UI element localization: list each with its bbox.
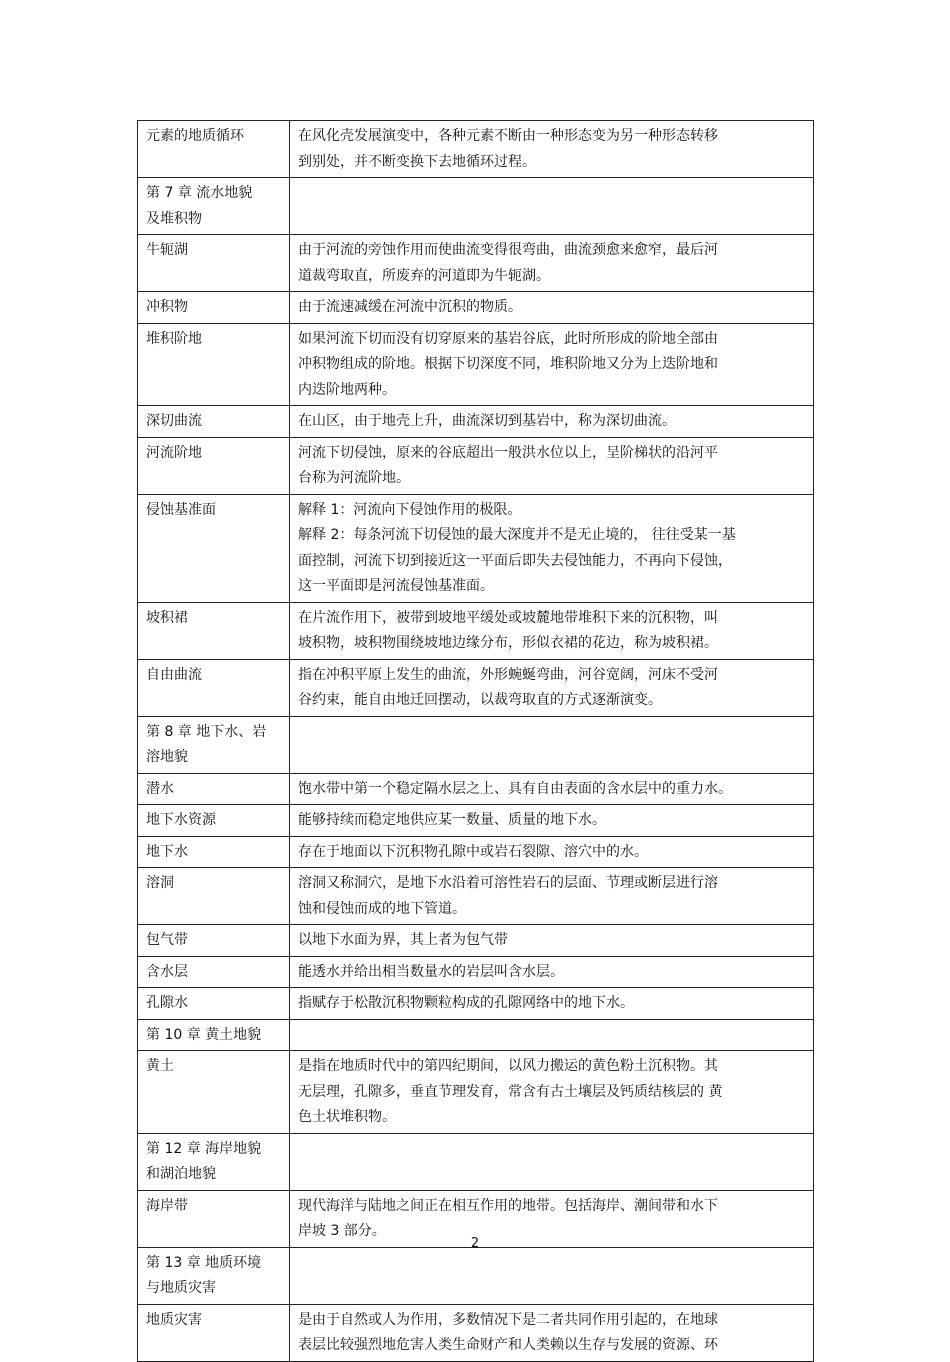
definition-text: 这一平面即是河流侵蚀基准面。 xyxy=(298,578,494,594)
table-row xyxy=(138,925,814,957)
table-row xyxy=(138,437,814,494)
term-cell xyxy=(138,121,290,178)
definition-text: 在山区，由于地壳上升，曲流深切到基岩中，称为深切曲流。 xyxy=(298,413,676,429)
term-text: 黄土 xyxy=(146,1058,174,1074)
definition-text: 内迭阶地两种。 xyxy=(298,381,396,398)
term-text: 潜水 xyxy=(146,780,174,797)
definition-cell xyxy=(290,1051,814,1134)
term-cell xyxy=(138,659,290,716)
term-text: 冲积物 xyxy=(146,299,188,315)
term-cell xyxy=(138,988,290,1020)
term-text: 孔隙水 xyxy=(146,995,188,1011)
term-text: 及堆积物 xyxy=(146,210,202,227)
definition-text: 由于流速减缓在河流中沉积的物质。 xyxy=(298,299,522,315)
table-row xyxy=(138,836,814,868)
term-text: 地质灾害 xyxy=(146,1311,202,1328)
term-text: 自由曲流 xyxy=(146,666,202,683)
term-text: 和湖泊地貌 xyxy=(146,1166,216,1182)
definition-text: 解释 2：每条河流下切侵蚀的最大深度并不是无止境的， 往往受某一基 xyxy=(298,527,736,543)
term-cell xyxy=(138,292,290,324)
term-cell xyxy=(138,805,290,837)
definition-text: 是指在地质时代中的第四纪期间，以风力搬运的黄色粉土沉积物。其 xyxy=(298,1058,718,1074)
definition-cell xyxy=(290,925,814,957)
term-text: 坡积裙 xyxy=(146,609,188,626)
term-text: 溶洞 xyxy=(146,875,174,891)
table-row xyxy=(138,805,814,837)
term-text: 牛轭湖 xyxy=(146,242,188,258)
definition-text: 现代海洋与陆地之间正在相互作用的地带。包括海岸、潮间带和水下 xyxy=(298,1197,718,1214)
definition-text: 到别处，并不断变换下去地循环过程。 xyxy=(298,153,536,170)
term-text: 第 10 章 黄土地貌 xyxy=(146,1026,262,1043)
term-text: 与地质灾害 xyxy=(146,1280,216,1296)
term-text: 溶地貌 xyxy=(146,749,188,765)
definition-cell xyxy=(290,292,814,324)
table-row xyxy=(138,1133,814,1190)
table-row xyxy=(138,494,814,602)
definition-text: 河流下切侵蚀，原来的谷底超出一般洪水位以上，呈阶梯状的沿河平 xyxy=(298,444,718,461)
term-text: 第 7 章 流水地貌 xyxy=(146,185,253,201)
term-cell xyxy=(138,1019,290,1051)
table-row xyxy=(138,988,814,1020)
term-cell xyxy=(138,437,290,494)
definition-text: 无层理，孔隙多，垂直节理发育，常含有古土壤层及钙质结核层的 黄 xyxy=(298,1083,723,1100)
term-text: 包气带 xyxy=(146,932,188,948)
definition-cell xyxy=(290,602,814,659)
definition-text: 在片流作用下，被带到坡地平缓处或坡麓地带堆积下来的沉积物，叫 xyxy=(298,609,718,626)
glossary-body xyxy=(138,121,814,1362)
term-cell xyxy=(138,178,290,235)
definition-text: 饱水带中第一个稳定隔水层之上、具有自由表面的含水层中的重力水。 xyxy=(298,780,732,797)
term-cell xyxy=(138,406,290,438)
definition-text: 岸坡 3 部分。 xyxy=(298,1223,386,1239)
term-text: 河流阶地 xyxy=(146,444,202,461)
definition-cell xyxy=(290,1133,814,1190)
table-row xyxy=(138,868,814,925)
term-cell xyxy=(138,323,290,406)
table-row xyxy=(138,1051,814,1134)
definition-cell xyxy=(290,836,814,868)
table-row xyxy=(138,178,814,235)
term-text: 地下水资源 xyxy=(146,812,216,828)
definition-text: 能够持续而稳定地供应某一数量、质量的地下水。 xyxy=(298,812,606,828)
definition-text: 指赋存于松散沉积物颗粒构成的孔隙网络中的地下水。 xyxy=(298,995,634,1011)
term-text: 地下水 xyxy=(146,843,188,860)
definition-cell xyxy=(290,716,814,773)
term-cell xyxy=(138,1247,290,1304)
page-number: 2 xyxy=(470,1236,480,1251)
term-cell xyxy=(138,773,290,805)
term-text: 第 12 章 海岸地貌 xyxy=(146,1140,262,1157)
definition-cell xyxy=(290,406,814,438)
term-text: 深切曲流 xyxy=(146,413,202,429)
definition-cell xyxy=(290,437,814,494)
definition-text: 坡积物，坡积物围绕坡地边缘分布，形似衣裙的花边，称为坡积裙。 xyxy=(298,635,718,651)
definition-cell xyxy=(290,956,814,988)
definition-cell xyxy=(290,659,814,716)
term-text: 海岸带 xyxy=(146,1197,188,1214)
table-row xyxy=(138,602,814,659)
definition-text: 谷约束，能自由地迁回摆动，以裁弯取直的方式逐渐演变。 xyxy=(298,692,662,708)
term-cell xyxy=(138,602,290,659)
definition-text: 溶洞又称洞穴，是地下水沿着可溶性岩石的层面、节理或断层进行溶 xyxy=(298,875,718,891)
term-text: 元素的地质循环 xyxy=(146,128,244,144)
term-cell xyxy=(138,716,290,773)
term-cell xyxy=(138,836,290,868)
definition-cell xyxy=(290,1304,814,1361)
term-cell xyxy=(138,494,290,602)
term-cell xyxy=(138,925,290,957)
table-row xyxy=(138,773,814,805)
definition-text: 面控制，河流下切到接近这一平面后即失去侵蚀能力，不再向下侵蚀， xyxy=(298,552,732,569)
term-cell xyxy=(138,1133,290,1190)
table-row xyxy=(138,323,814,406)
definition-text: 如果河流下切而没有切穿原来的基岩谷底，此时所形成的阶地全部由 xyxy=(298,330,718,347)
definition-text: 是由于自然或人为作用，多数情况下是二者共同作用引起的，在地球 xyxy=(298,1311,718,1328)
term-text: 第 13 章 地质环境 xyxy=(146,1254,262,1271)
table-row xyxy=(138,292,814,324)
definition-cell xyxy=(290,805,814,837)
definition-text: 蚀和侵蚀而成的地下管道。 xyxy=(298,900,466,917)
definition-text: 以地下水面为界，其上者为包气带 xyxy=(298,932,508,948)
definition-text: 指在冲积平原上发生的曲流，外形蜿蜒弯曲，河谷宽阔，河床不受河 xyxy=(298,666,718,683)
term-cell xyxy=(138,235,290,292)
definition-text: 台称为河流阶地。 xyxy=(298,470,410,486)
table-row xyxy=(138,1247,814,1304)
definition-text: 冲积物组成的阶地。根据下切深度不同，堆积阶地又分为上迭阶地和 xyxy=(298,356,718,372)
term-cell xyxy=(138,868,290,925)
definition-text: 存在于地面以下沉积物孔隙中或岩石裂隙、溶穴中的水。 xyxy=(298,843,648,860)
definition-text: 表层比较强烈地危害人类生命财产和人类赖以生存与发展的资源、环 xyxy=(298,1337,718,1353)
definition-text: 道裁弯取直，所废弃的河道即为牛轭湖。 xyxy=(298,267,550,284)
table-row xyxy=(138,406,814,438)
definition-text: 由于河流的旁蚀作用而使曲流变得很弯曲，曲流颈愈来愈窄，最后河 xyxy=(298,242,718,258)
definition-text: 能透水并给出相当数量水的岩层叫含水层。 xyxy=(298,963,564,980)
table-row xyxy=(138,1304,814,1361)
table-row xyxy=(138,659,814,716)
term-text: 侵蚀基准面 xyxy=(146,501,216,518)
table-row xyxy=(138,235,814,292)
term-text: 第 8 章 地下水、岩 xyxy=(146,723,267,740)
term-cell xyxy=(138,1051,290,1134)
definition-cell xyxy=(290,1019,814,1051)
definition-cell xyxy=(290,868,814,925)
definition-cell xyxy=(290,988,814,1020)
term-text: 堆积阶地 xyxy=(146,330,202,347)
term-cell xyxy=(138,956,290,988)
definition-text: 解释 1：河流向下侵蚀作用的极限。 xyxy=(298,501,522,518)
definition-cell xyxy=(290,178,814,235)
definition-cell xyxy=(290,1247,814,1304)
definition-cell xyxy=(290,235,814,292)
table-row xyxy=(138,121,814,178)
definition-cell xyxy=(290,121,814,178)
definition-text: 在风化壳发展演变中，各种元素不断由一种形态变为另一种形态转移 xyxy=(298,128,718,144)
definition-text: 色土状堆积物。 xyxy=(298,1109,396,1125)
term-text: 含水层 xyxy=(146,963,188,980)
table-row xyxy=(138,1019,814,1051)
table-row xyxy=(138,716,814,773)
definition-cell xyxy=(290,494,814,602)
glossary-table xyxy=(137,120,814,1362)
definition-cell xyxy=(290,773,814,805)
table-row xyxy=(138,956,814,988)
definition-cell xyxy=(290,323,814,406)
term-cell xyxy=(138,1304,290,1361)
